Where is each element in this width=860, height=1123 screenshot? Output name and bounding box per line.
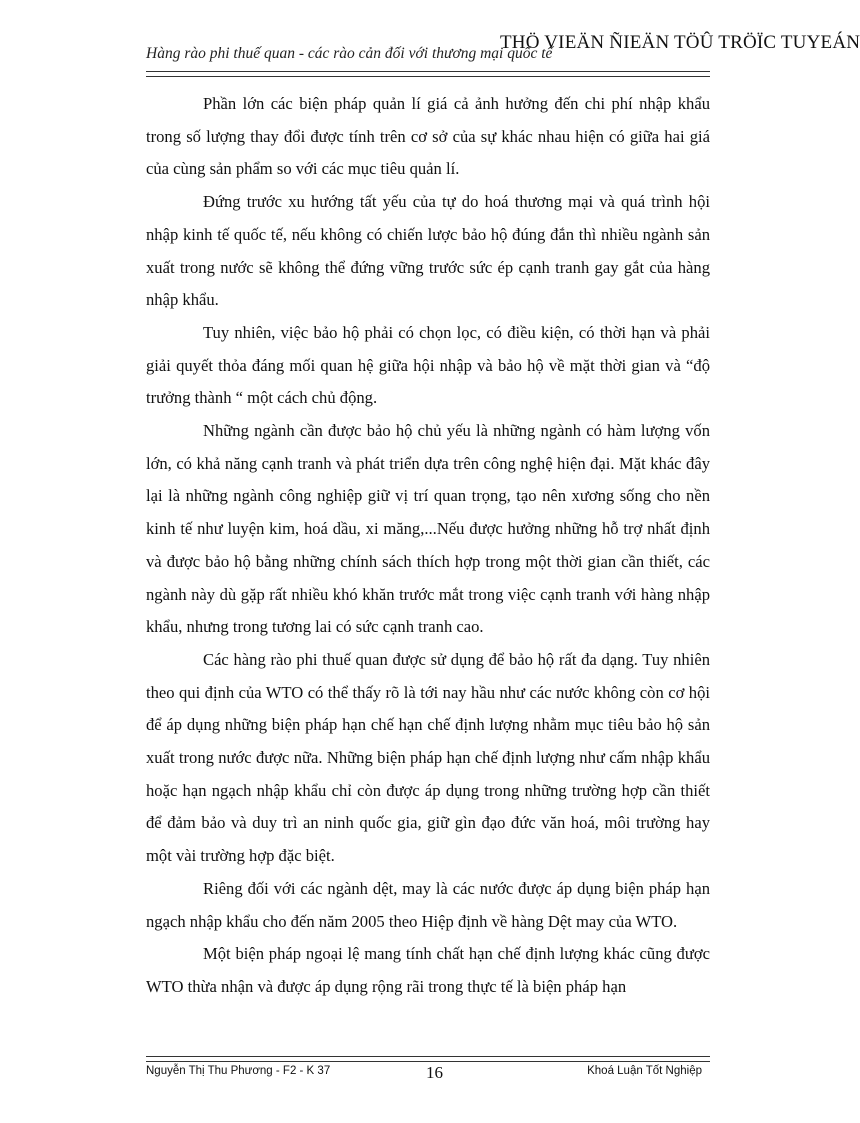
paragraph: Tuy nhiên, việc bảo hộ phải có chọn lọc, có điều kiện, có thời hạn và phải giải quyết thỏa đáng mối quan hệ giữa hội nhập và bảo hộ về mặt thời gian và “độ trưởng thành “ một cách chủ động. — [146, 322, 710, 408]
footer — [146, 1063, 710, 1085]
paragraph: Những ngành cần được bảo hộ chủ yếu là những ngành có hàm lượng vốn lớn, có khả năng cạnh tranh và phát triển dựa trên công nghệ hiện đại. Mặt khác đây lại là những ngành công nghiệp giữ vị trí quan trọng, tạo nên xương sống cho nền kinh tế như luyện kim, hoá dầu, xi măng,...Nếu được hưởng những hỗ trợ nhất định và được bảo hộ bằng những chính sách thích hợp trong một thời gian cần thiết, các ngành này dù gặp rất nhiều khó khăn trước mắt trong việc cạnh tranh với hàng nhập khẩu, nhưng trong tương lai có sức cạnh tranh cao. — [146, 421, 710, 637]
body-text — [146, 88, 710, 1004]
footer-divider — [146, 1056, 710, 1062]
paragraph: Phần lớn các biện pháp quản lí giá cả ảnh hưởng đến chi phí nhập khẩu trong số lượng thay đổi được tính trên cơ sở của sự khác nhau hiện có giữa hai giá của cùng sản phẩm so với các mục tiêu quản lí. — [146, 94, 710, 179]
header-divider — [146, 71, 710, 77]
page-number: 16 — [426, 1063, 443, 1082]
footer-document-type: Khoá Luận Tốt Nghiệp — [587, 1065, 702, 1077]
paragraph: Riêng đối với các ngành dệt, may là các nước được áp dụng biện pháp hạn ngạch nhập khẩu cho đến năm 2005 theo Hiệp định về hàng Dệt may của WTO. — [146, 878, 710, 931]
library-watermark: THÖ VIEÄN ÑIEÄN TÖÛ TRÖÏC TUYEÁN — [500, 32, 860, 53]
paragraph: Đứng trước xu hướng tất yếu của tự do hoá thương mại và quá trình hội nhập kinh tế quốc tế, nếu không có chiến lược bảo hộ đúng đắn thì nhiều ngành sản xuất trong nước sẽ không thể đứng vững trước sức ép cạnh tranh gay gắt của hàng nhập khẩu. — [146, 192, 710, 310]
paragraph: Một biện pháp ngoại lệ mang tính chất hạn chế định lượng khác cũng được WTO thừa nhận và được áp dụng rộng rãi trong thực tế là biện pháp hạn — [146, 944, 710, 996]
footer-author: Nguyễn Thị Thu Phương - F2 - K 37 — [146, 1065, 331, 1077]
running-header-title: Hàng rào phi thuế quan - các rào cản đối với thương mại quốc tế — [146, 45, 553, 62]
paragraph: Các hàng rào phi thuế quan được sử dụng để bảo hộ rất đa dạng. Tuy nhiên theo qui định của WTO có thể thấy rõ là tới nay hầu như các nước không còn cơ hội để áp dụng những biện pháp hạn chế hạn chế định lượng nhằm mục tiêu bảo hộ sản xuất trong nước được nữa. Những biện pháp hạn chế định lượng như cấm nhập khẩu hoặc hạn ngạch nhập khẩu chỉ còn được áp dụng trong những trường hợp cần thiết để đảm bảo và duy trì an ninh quốc gia, giữ gìn đạo đức văn hoá, môi trường hay một vài trường hợp đặc biệt. — [146, 649, 710, 866]
